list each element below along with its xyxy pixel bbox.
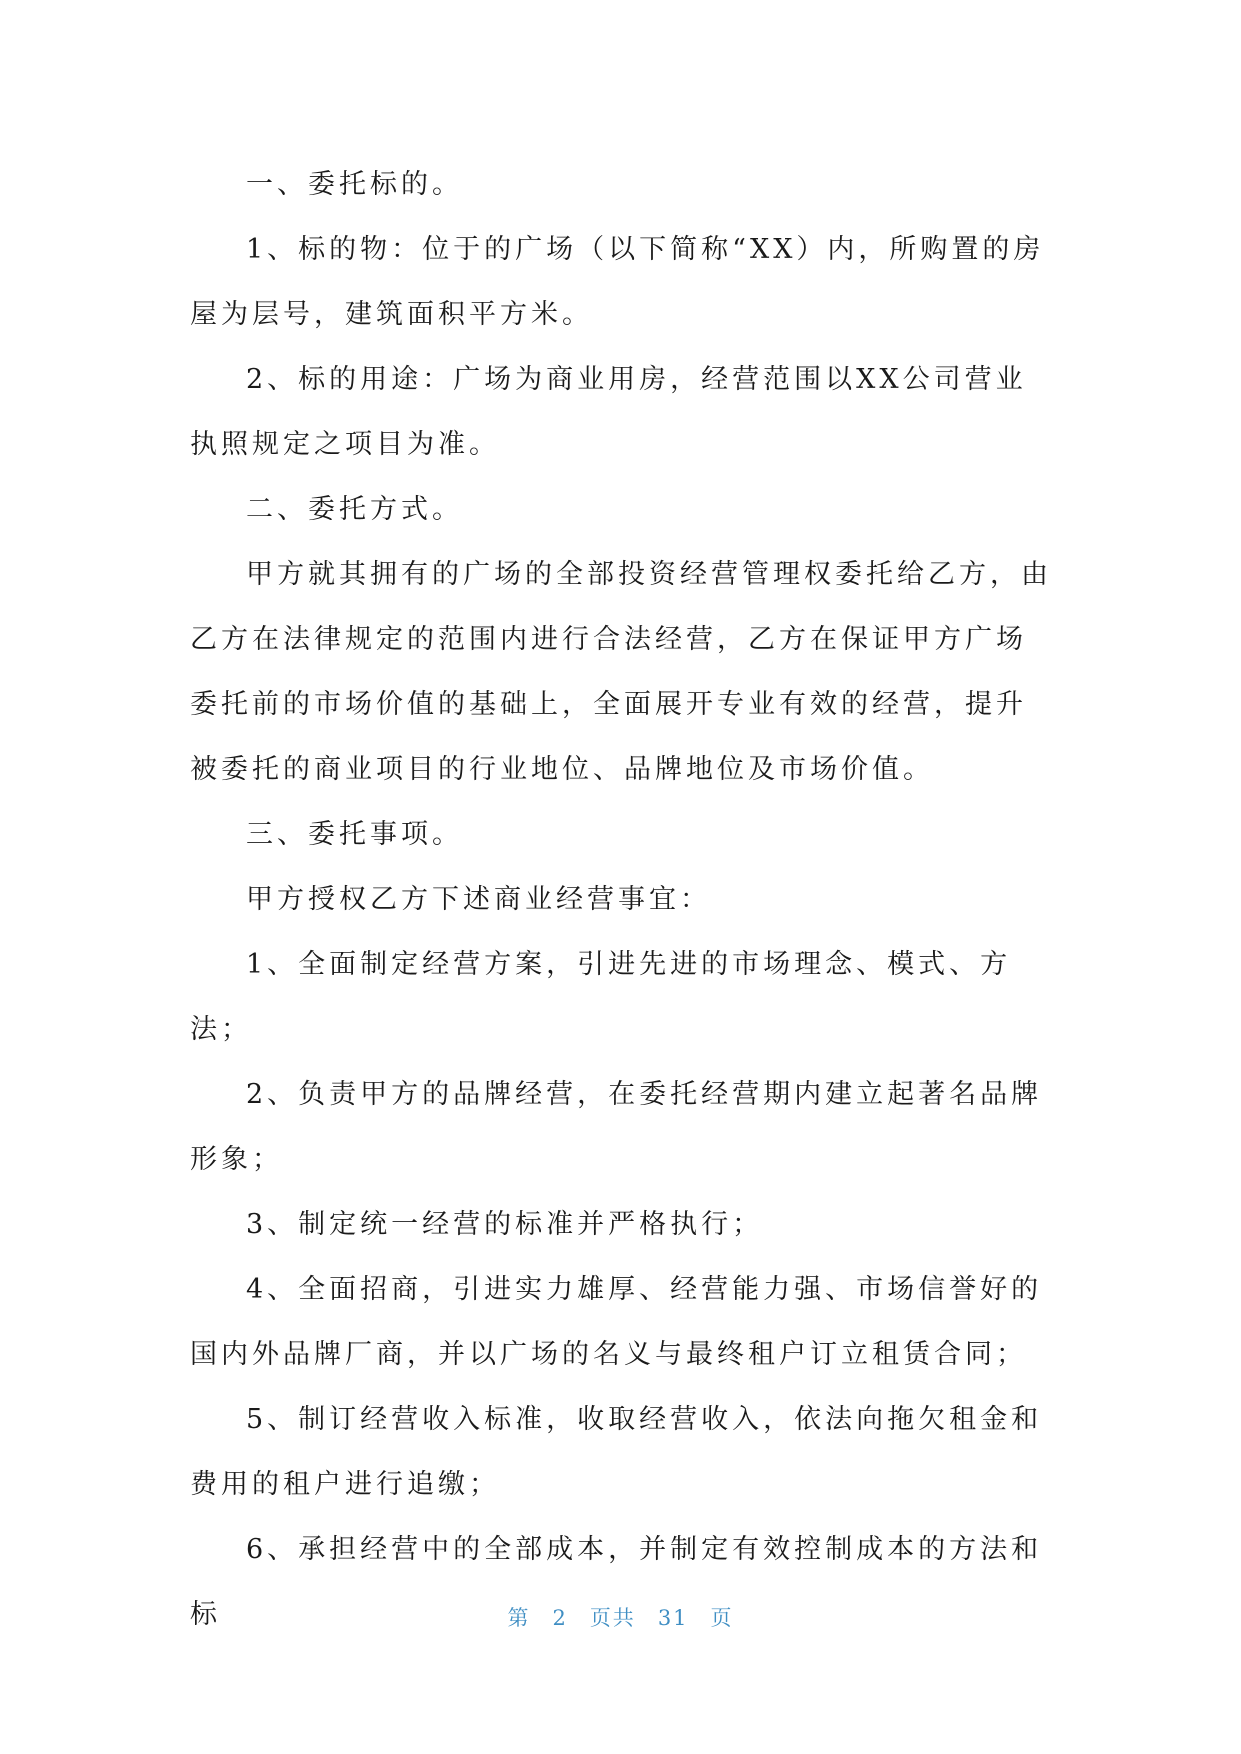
- footer-current-page: 2: [552, 1606, 568, 1630]
- page-footer: [0, 1602, 1241, 1632]
- paragraph-authorization-intro: 甲方授权乙方下述商业经营事宜：: [246, 884, 711, 915]
- paragraph-item-5: 5、制订经营收入标准，收取经营收入，依法向拖欠租金和费用的租户进行追缴；: [190, 1404, 1043, 1500]
- paragraph-section-3-heading: 三、委托事项。: [246, 819, 463, 850]
- footer-prefix: 第: [507, 1606, 531, 1630]
- paragraph-item-4: 4、全面招商，引进实力雄厚、经营能力强、市场信誉好的国内外品牌厂商，并以广场的名义与最终租户订立租赁合同；: [190, 1274, 1043, 1370]
- paragraph-subject-use: 2、标的用途：广场为商业用房，经营范围以XX公司营业执照规定之项目为准。: [190, 364, 1027, 460]
- paragraph-section-2-heading: 二、委托方式。: [246, 494, 463, 525]
- paragraph-item-6: 6、承担经营中的全部成本，并制定有效控制成本的方法和标: [190, 1534, 1043, 1630]
- paragraph-item-1: 1、全面制定经营方案，引进先进的市场理念、模式、方法；: [190, 949, 1012, 1045]
- paragraph-item-3: 3、制定统一经营的标准并严格执行；: [246, 1209, 764, 1240]
- footer-suffix: 页: [710, 1606, 734, 1630]
- footer-total-pages: 31: [657, 1606, 689, 1630]
- paragraph-subject-matter: 1、标的物：位于的广场（以下简称“XX）内，所购置的房屋为层号，建筑面积平方米。: [190, 234, 1045, 330]
- document-body: [190, 152, 1052, 1647]
- footer-middle: 页共: [589, 1606, 636, 1630]
- paragraph-item-2: 2、负责甲方的品牌经营，在委托经营期内建立起著名品牌形象；: [190, 1079, 1043, 1175]
- paragraph-section-1-heading: 一、委托标的。: [246, 169, 463, 200]
- paragraph-entrustment-method: 甲方就其拥有的广场的全部投资经营管理权委托给乙方，由乙方在法律规定的范围内进行合法经营，乙方在保证甲方广场委托前的市场价值的基础上，全面展开专业有效的经营，提升被委托的商业项目的行业地位、品牌地位及市场价值。: [190, 559, 1052, 785]
